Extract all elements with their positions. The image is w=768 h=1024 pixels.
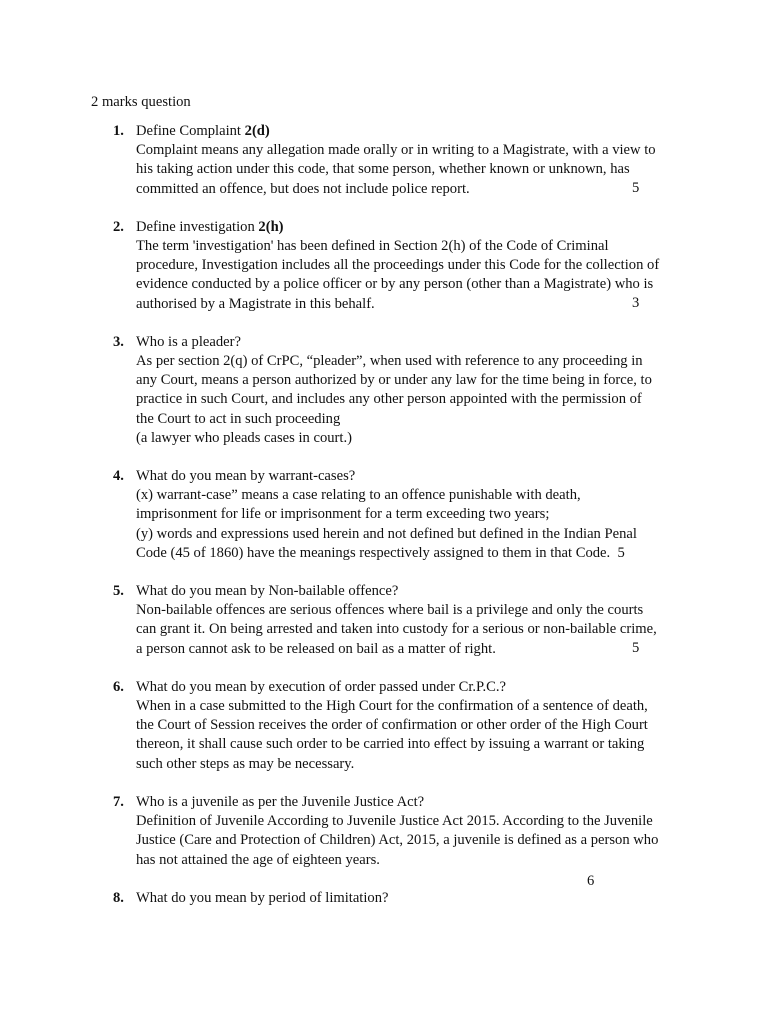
question-item xyxy=(0,793,768,889)
question-text: What do you mean by Non-bailable offence? xyxy=(136,583,399,600)
question-text: Who is a pleader? xyxy=(136,333,241,350)
question-item xyxy=(0,467,768,563)
question-text: What do you mean by period of limitation? xyxy=(136,889,389,906)
answer-line: imprisonment for life or imprisonment for a term exceeding two years; xyxy=(136,506,550,523)
question-body xyxy=(136,333,681,448)
answer-line: committed an offence, but does not include police report. xyxy=(136,180,470,197)
answer-line: can grant it. On being arrested and taken into custody for a serious or non-bailable crime, xyxy=(136,621,657,638)
question-body xyxy=(136,122,681,199)
answer-line: Non-bailable offences are serious offences where bail is a privilege and only the courts xyxy=(136,602,644,619)
answer-line: (a lawyer who pleads cases in court.) xyxy=(136,429,352,446)
answer-line: Justice (Care and Protection of Children) Act, 2015, a juvenile is defined as a person who xyxy=(136,832,659,849)
section-heading: 2 marks question xyxy=(91,94,191,110)
answer-line: thereon, it shall cause such order to be carried into effect by issuing a warrant or taking xyxy=(136,736,645,753)
blank-line xyxy=(136,870,681,889)
question-body xyxy=(136,678,681,774)
question-number: 2. xyxy=(113,218,124,235)
question-text: Define Complaint xyxy=(136,123,241,139)
answer-line: The term 'investigation' has been defined in Section 2(h) of the Code of Criminal xyxy=(136,238,609,255)
answer-line: the Court of Session receives the order of confirmation or other order of the High Court xyxy=(136,717,648,734)
question-item xyxy=(0,122,768,199)
question-number: 5. xyxy=(113,583,124,600)
question-body xyxy=(136,582,681,659)
section-reference: 2(d) xyxy=(244,123,270,139)
question-title xyxy=(136,218,681,237)
answer-line: his taking action under this code, that some person, whether known or unknown, has xyxy=(136,161,630,178)
question-item xyxy=(0,582,768,659)
question-number: 6. xyxy=(113,678,124,695)
mark-value: 5 xyxy=(617,544,625,561)
question-text: What do you mean by execution of order passed under Cr.P.C.? xyxy=(136,678,507,695)
answer-line: the Court to act in such proceeding xyxy=(136,410,341,427)
section-reference: 2(h) xyxy=(258,218,284,235)
question-number: 7. xyxy=(113,793,124,810)
answer-line: evidence conducted by a police officer or by any person (other than a Magistrate) who is xyxy=(136,276,654,293)
question-number: 3. xyxy=(113,333,124,350)
question-text: What do you mean by warrant-cases? xyxy=(136,468,356,485)
question-item xyxy=(0,218,768,314)
question-item xyxy=(0,333,768,448)
answer-line: such other steps as may be necessary. xyxy=(136,755,355,772)
answer-line xyxy=(136,544,681,563)
answer-line: As per section 2(q) of CrPC, “pleader”, when used with reference to any proceeding in xyxy=(136,353,643,370)
answer-line: any Court, means a person authorized by or under any law for the time being in force, to xyxy=(136,372,652,389)
question-number: 8. xyxy=(113,889,124,906)
answer-line: procedure, Investigation includes all the proceedings under this Code for the collection of xyxy=(136,257,660,274)
question-text: Define investigation xyxy=(136,218,255,235)
question-item xyxy=(0,678,768,774)
answer-line: Complaint means any allegation made orally or in writing to a Magistrate, with a view to xyxy=(136,142,656,159)
answer-line: Definition of Juvenile According to Juvenile Justice Act 2015. According to the Juvenile xyxy=(136,813,653,830)
mark-value: 5 xyxy=(632,640,640,657)
answer-line: (y) words and expressions used herein and not defined but defined in the Indian Penal xyxy=(136,525,637,542)
question-text: Who is a juvenile as per the Juvenile Justice Act? xyxy=(136,793,425,810)
question-list xyxy=(0,122,768,927)
question-title xyxy=(136,122,681,141)
score-6: 6 xyxy=(587,873,595,889)
question-body xyxy=(136,467,681,563)
answer-line: practice in such Court, and includes any other person appointed with the permission of xyxy=(136,391,642,408)
question-number: 4. xyxy=(113,468,124,485)
mark-value: 3 xyxy=(632,294,640,311)
answer-line: authorised by a Magistrate in this behalf. xyxy=(136,295,375,312)
question-item xyxy=(0,889,768,908)
answer-line: a person cannot ask to be released on bail as a matter of right. xyxy=(136,640,496,657)
question-body xyxy=(136,793,681,889)
question-body xyxy=(136,218,681,314)
question-body xyxy=(136,889,681,908)
answer-text: Code (45 of 1860) have the meanings respectively assigned to them in that Code. xyxy=(136,544,611,561)
answer-line: When in a case submitted to the High Court for the confirmation of a sentence of death, xyxy=(136,698,648,715)
answer-line: has not attained the age of eighteen years. xyxy=(136,851,380,868)
question-number: 1. xyxy=(113,123,124,139)
answer-line: (x) warrant-case” means a case relating to an offence punishable with death, xyxy=(136,487,581,504)
mark-value: 5 xyxy=(632,180,640,196)
